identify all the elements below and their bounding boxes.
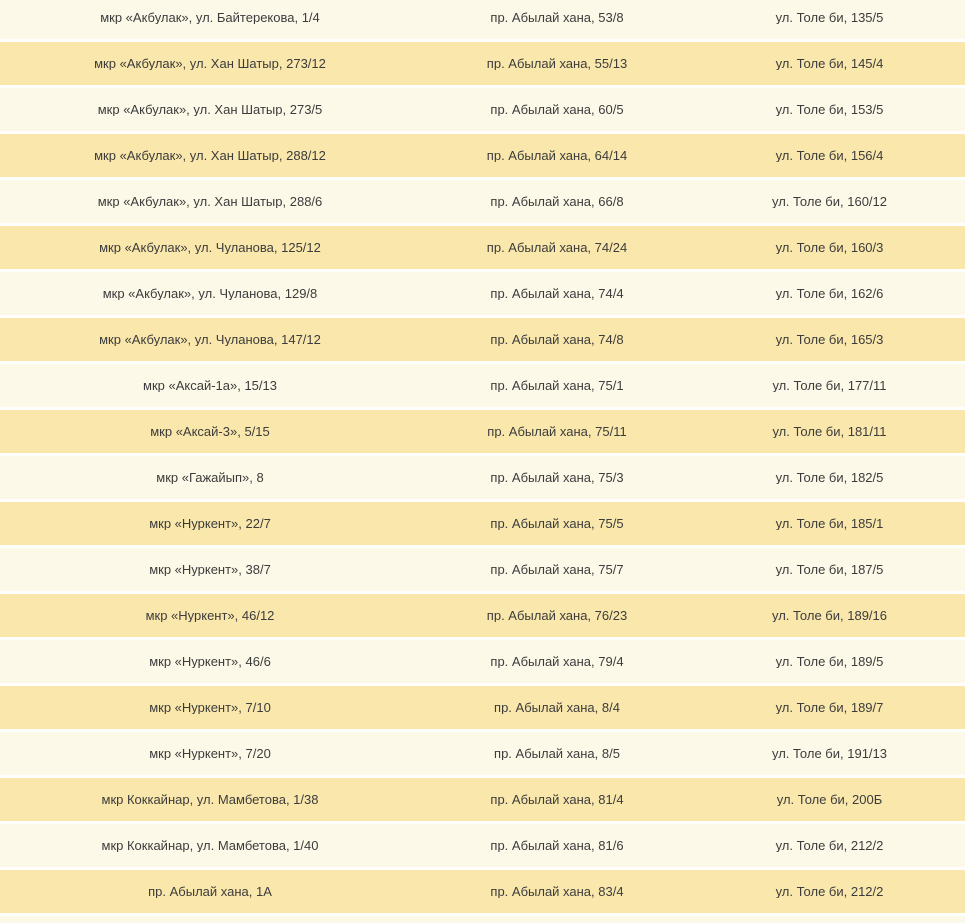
address-cell: мкр «Акбулак», ул. Хан Шатыр, 273/5: [97, 103, 323, 116]
address-cell: ул. Толе би, 153/5: [775, 103, 884, 116]
address-cell: ул. Толе би, 191/13: [771, 747, 887, 760]
address-cell: пр. Абылай хана, 81/6: [490, 839, 624, 852]
address-cell: мкр «Нуркент», 46/12: [145, 609, 275, 622]
table-row[interactable]: [0, 272, 965, 315]
address-cell: пр. Абылай хана, 81/4: [490, 793, 624, 806]
table-row[interactable]: [0, 594, 965, 637]
address-cell: пр. Абылай хана, 64/14: [486, 149, 628, 162]
table-row[interactable]: [0, 778, 965, 821]
address-cell: пр. Абылай хана, 74/24: [486, 241, 628, 254]
address-cell: мкр «Нуркент», 7/10: [149, 701, 271, 714]
address-cell: мкр «Акбулак», ул. Байтерекова, 1/4: [100, 11, 320, 24]
address-cell: пр. Абылай хана, 66/8: [490, 195, 624, 208]
address-cell: ул. Толе би, 200Б: [776, 793, 883, 806]
address-cell: мкр «Акбулак», ул. Чуланова, 147/12: [99, 333, 321, 346]
address-cell: пр. Абылай хана, 55/13: [486, 57, 628, 70]
address-cell: пр. Абылай хана, 8/5: [494, 747, 620, 760]
table-row[interactable]: [0, 42, 965, 85]
address-cell: ул. Толе би, 181/11: [772, 425, 887, 438]
address-cell: пр. Абылай хана, 75/5: [490, 517, 624, 530]
table-row[interactable]: [0, 226, 965, 269]
address-cell: пр. Абылай хана, 83/4: [490, 885, 624, 898]
address-cell: мкр «Акбулак», ул. Чуланова, 125/12: [99, 241, 321, 254]
address-cell: пр. Абылай хана, 75/1: [490, 379, 624, 392]
address-cell: пр. Абылай хана, 60/5: [490, 103, 624, 116]
address-cell: ул. Толе би, 185/1: [775, 517, 884, 530]
table-row[interactable]: [0, 916, 965, 923]
address-cell: мкр Коккайнар, ул. Мамбетова, 1/40: [101, 839, 319, 852]
address-cell: ул. Толе би, 162/6: [775, 287, 884, 300]
address-cell: мкр Коккайнар, ул. Мамбетова, 1/38: [101, 793, 319, 806]
table-row[interactable]: [0, 180, 965, 223]
table-row[interactable]: [0, 456, 965, 499]
table-row[interactable]: [0, 318, 965, 361]
table-row[interactable]: [0, 88, 965, 131]
address-cell: ул. Толе би, 160/12: [771, 195, 887, 208]
table-row[interactable]: [0, 732, 965, 775]
address-cell: мкр «Акбулак», ул. Хан Шатыр, 273/12: [94, 57, 326, 70]
address-cell: ул. Толе би, 212/2: [775, 839, 884, 852]
address-cell: ул. Толе би, 189/7: [775, 701, 884, 714]
table-row[interactable]: [0, 824, 965, 867]
table-row[interactable]: [0, 686, 965, 729]
address-cell: мкр «Нуркент», 7/20: [149, 747, 271, 760]
address-cell: ул. Толе би, 177/11: [772, 379, 887, 392]
address-cell: пр. Абылай хана, 74/4: [490, 287, 624, 300]
address-cell: пр. Абылай хана, 75/11: [487, 425, 627, 438]
address-cell: пр. Абылай хана, 1А: [148, 885, 272, 898]
address-cell: пр. Абылай хана, 75/7: [490, 563, 624, 576]
address-cell: пр. Абылай хана, 75/3: [490, 471, 624, 484]
table-row[interactable]: [0, 0, 965, 39]
address-cell: мкр «Акбулак», ул. Хан Шатыр, 288/6: [97, 195, 323, 208]
address-cell: ул. Толе би, 135/5: [775, 11, 884, 24]
address-cell: мкр «Акбулак», ул. Хан Шатыр, 288/12: [94, 149, 326, 162]
table-row[interactable]: [0, 870, 965, 913]
table-row[interactable]: [0, 640, 965, 683]
address-cell: ул. Толе би, 189/5: [775, 655, 884, 668]
address-cell: ул. Толе би, 165/3: [775, 333, 884, 346]
address-cell: мкр «Акбулак», ул. Чуланова, 129/8: [102, 287, 318, 300]
address-cell: пр. Абылай хана, 74/8: [490, 333, 624, 346]
address-cell: мкр «Аксай-1а», 15/13: [143, 379, 277, 392]
address-cell: пр. Абылай хана, 53/8: [490, 11, 624, 24]
address-cell: ул. Толе би, 187/5: [775, 563, 884, 576]
address-cell: пр. Абылай хана, 79/4: [490, 655, 624, 668]
address-cell: ул. Толе би, 189/16: [771, 609, 887, 622]
address-cell: пр. Абылай хана, 8/4: [494, 701, 620, 714]
table-row[interactable]: [0, 502, 965, 545]
table-row[interactable]: [0, 134, 965, 177]
address-cell: мкр «Гажайып», 8: [156, 471, 264, 484]
address-cell: ул. Толе би, 145/4: [775, 57, 884, 70]
address-cell: мкр «Нуркент», 22/7: [149, 517, 271, 530]
address-cell: ул. Толе би, 156/4: [775, 149, 884, 162]
table-row[interactable]: [0, 364, 965, 407]
address-cell: ул. Толе би, 160/3: [775, 241, 884, 254]
address-cell: мкр «Аксай-3», 5/15: [150, 425, 270, 438]
address-cell: ул. Толе би, 212/2: [775, 885, 884, 898]
address-cell: мкр «Нуркент», 38/7: [149, 563, 271, 576]
address-cell: мкр «Нуркент», 46/6: [149, 655, 271, 668]
address-cell: пр. Абылай хана, 76/23: [486, 609, 628, 622]
table-row[interactable]: [0, 548, 965, 591]
table-row[interactable]: [0, 410, 965, 453]
address-cell: ул. Толе би, 182/5: [775, 471, 884, 484]
